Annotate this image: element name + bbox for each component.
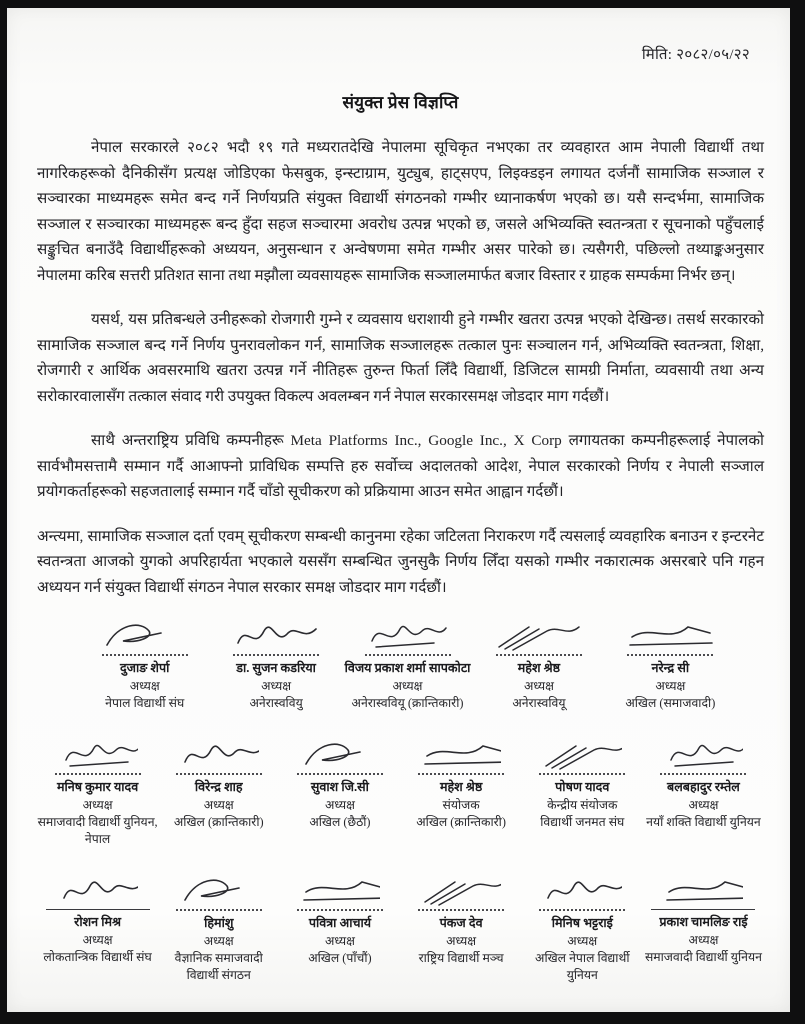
paragraph-2: यसर्थ, यस प्रतिबन्धले उनीहरूको रोजगारी गुम्ने र व्यवसाय धराशायी हुने गम्भीर खतरा उत्पन्न भएको देखिन्छ। तसर्थ सरकारको सामाजिक सञ्जाल बन्द गर्ने निर्णय पुनरावलोकन गर्न, सामाजिक सञ्जालहरू तत्काल पुनः सञ्चालन गर्न, अभिव्यक्ति स्वतन्त्रता, शिक्षा, रोजगारी र आर्थिक अवसरमाथि खतरा उत्पन्न गर्ने नीतिहरू तुरुन्त फिर्ता लिँदै विद्यार्थी, डिजिटल सामग्री निर्माता, व्यवसायी तथा अन्य सरोकारवालासँग तत्काल संवाद गरी उपयुक्त विकल्प अवलम्बन गर्न नेपाल सरकारसमक्ष जोडदार माग गर्दछौं।: [37, 311, 764, 405]
signatory-block: [522, 738, 643, 848]
signatory-org: समाजवादी विद्यार्थी युनियन: [644, 950, 762, 964]
signatory-role: अध्यक्ष: [203, 798, 234, 812]
signatory-role: अध्यक्ष: [82, 933, 113, 947]
signature-mark: [473, 619, 604, 653]
signatory-name: विजय प्रकाश शर्मा सापकोटा: [344, 661, 471, 675]
signatory-block: [37, 874, 158, 984]
signature-mark: [643, 874, 764, 908]
signatory-name: रोशन मिश्र: [74, 915, 121, 929]
signatory-org: अनेरास्ववियू (क्रान्तिकारी): [351, 696, 464, 710]
signatory-org: अखिल (क्रान्तिकारी): [416, 815, 506, 829]
signatory-role: अध्यक्ष: [688, 798, 719, 812]
document-body: [37, 135, 764, 600]
signatory-block: [643, 738, 764, 848]
signature-line: [418, 773, 504, 775]
document-content: [37, 36, 764, 1010]
signature-mark: [342, 619, 473, 653]
signatory-role: अध्यक्ष: [324, 798, 355, 812]
signature-line: [102, 654, 188, 656]
signatory-block: [79, 619, 210, 712]
signature-line: [55, 773, 141, 775]
signatory-role: अध्यक्ष: [324, 934, 355, 948]
signature-mark: [158, 874, 279, 908]
signatory-name: दुजाङ शेर्पा: [119, 661, 170, 675]
signature-mark: [401, 874, 522, 908]
page-title: संयुक्त प्रेस विज्ञप्ति: [342, 93, 459, 112]
signature-mark: [522, 738, 643, 772]
signature-line: [176, 773, 262, 775]
signatory-name: महेश श्रेष्ठ: [517, 661, 561, 675]
signatures-section: [37, 619, 764, 984]
signatory-role: अध्यक्ष: [688, 933, 719, 947]
signature-line: [233, 654, 319, 656]
signatory-org: वैज्ञानिक समाजवादी विद्यार्थी संगठन: [174, 951, 263, 982]
signature-line: [660, 773, 746, 775]
signatory-role: अध्यक्ष: [203, 934, 234, 948]
signatory-block: [401, 874, 522, 984]
paragraph-1: नेपाल सरकारले २०८२ भदौ १९ गते मध्यरातदेखि नेपालमा सूचिकृत नभएका तर व्यवहारत आम नेपाली विद्यार्थी तथा नागरिकहरूको दैनिकीसँग प्रत्यक्ष जोडिएका फेसबुक, इन्स्टाग्राम, युट्युब, हाट्सएप, लिइक्डइन लगायत दर्जनौं सामाजिक सञ्जाल र सञ्चारका माध्यमहरू समेत बन्द गर्ने निर्णयप्रति संयुक्त विद्यार्थी संगठनको गम्भीर ध्यानाकर्षण भएको छ। यसै सन्दर्भमा, सामाजिक सञ्जाल र सञ्चारका माध्यमहरू बन्द हुँदा सहज सञ्चारमा अवरोध उत्पन्न भएको छ, जसले अभिव्यक्ति स्वतन्त्रता र सूचनाको पहुँचलाई सङ्कुचित बनाउँदै विद्यार्थीहरूको अध्ययन, अनुसन्धान र अन्वेषणमा समेत गम्भीर असर पारेको छ। त्यसैगरी, पछिल्लो तथ्याङ्कअनुसार नेपालमा करिब सत्तरी प्रतिशत साना तथा मझौला व्यवसायहरू सामाजिक सञ्जालमार्फत बजार विस्तार र ग्राहक सम्पर्कमा निर्भर छन्।: [37, 139, 764, 284]
paragraph-4: अन्त्यमा, सामाजिक सञ्जाल दर्ता एवम् सूचीकरण सम्बन्धी कानुनमा रहेका जटिलता निराकरण गर्दै त्यसलाई व्यवहारिक बनाउन र इन्टरनेट स्वतन्त्रता आजको युगको अपरिहार्यता भएकाले यससँग सम्बन्धित जुनसुकै निर्णय लिँदा यसको गम्भीर नकारात्मक असरबारे पनि गहन अध्ययन गर्न संयुक्त विद्यार्थी संगठन नेपाल सरकार समक्ष जोडदार माग गर्दछौं।: [37, 527, 764, 596]
signatory-name: पंकज देव: [439, 916, 483, 930]
signatory-role: अध्यक्ष: [523, 679, 554, 693]
signatory-role: अध्यक्ष: [82, 798, 113, 812]
signatory-name: पोषण यादव: [555, 780, 610, 794]
signature-mark: [158, 738, 279, 772]
signatory-block: [158, 738, 279, 848]
signature-line: [496, 654, 582, 656]
signatory-role: अध्यक्ष: [446, 934, 477, 948]
signature-line: [176, 909, 262, 911]
signature-line: [297, 909, 383, 911]
signatory-org: अखिल (समाजवादी): [625, 696, 716, 710]
signature-line: [418, 909, 504, 911]
signatory-role: अध्यक्ष: [261, 679, 292, 693]
signatory-block: [342, 619, 473, 712]
signatory-block: [279, 738, 400, 848]
signatory-role: अध्यक्ष: [655, 679, 686, 693]
signatory-block: [605, 619, 736, 712]
signature-mark: [643, 738, 764, 772]
signatory-block: [643, 874, 764, 984]
signature-mark: [37, 738, 158, 772]
signatory-org: अखिल (पाँचौं): [308, 951, 372, 965]
signatory-org: राष्ट्रिय विद्यार्थी मञ्च: [418, 951, 504, 965]
signatory-role: अध्यक्ष: [567, 934, 598, 948]
signatory-block: [210, 619, 341, 712]
signatory-block: [401, 738, 522, 848]
signatory-name: महेश श्रेष्ठ: [439, 780, 483, 794]
signature-line: [46, 909, 150, 910]
signatory-block: [37, 738, 158, 848]
signature-line: [539, 909, 625, 911]
signatory-name: प्रकाश चामलिङ राई: [659, 915, 748, 929]
signature-line: [539, 773, 625, 775]
signatory-org: अखिल (छैठौं): [309, 815, 371, 829]
signature-line: [365, 654, 451, 656]
signatory-role: अध्यक्ष: [392, 679, 423, 693]
signatory-block: [158, 874, 279, 984]
signatory-org: नेपाल विद्यार्थी संघ: [105, 696, 185, 710]
signature-line: [297, 773, 383, 775]
document-page: [7, 8, 790, 1012]
signatory-org: समाजवादी विद्यार्थी युनियन, नेपाल: [37, 815, 158, 846]
signatory-org: अखिल (क्रान्तिकारी): [173, 815, 264, 829]
signature-mark: [522, 874, 643, 908]
signatory-org: अखिल नेपाल विद्यार्थी युनियन: [535, 951, 630, 982]
signatory-org: विद्यार्थी जनमत संघ: [540, 815, 625, 829]
signature-mark: [210, 619, 341, 653]
signature-row-1: [37, 619, 764, 712]
signatory-name: नरेन्द्र सी: [651, 661, 690, 675]
signatory-name: पवित्रा आचार्य: [308, 916, 372, 930]
signatory-block: [279, 874, 400, 984]
signature-mark: [605, 619, 736, 653]
signature-line: [627, 654, 713, 656]
signatory-role: अध्यक्ष: [129, 679, 160, 693]
signature-row-2: [37, 738, 764, 848]
signatory-block: [522, 874, 643, 984]
signature-row-3: [37, 874, 764, 984]
signatory-role: संयोजक: [442, 798, 480, 812]
signatory-name: हिमांशु: [204, 916, 234, 930]
signature-mark: [279, 874, 400, 908]
document-date: मिति: २०८२/०५/२२: [641, 47, 750, 63]
signatory-name: डा. सुजन कडरिया: [236, 661, 316, 675]
signatory-org: लोकतान्त्रिक विद्यार्थी संघ: [43, 950, 152, 964]
signatory-role: केन्द्रीय संयोजक: [547, 798, 618, 812]
signatory-name: सुवाश जि.सी: [310, 780, 369, 794]
signatory-name: बलबहादुर रम्तेल: [667, 780, 740, 794]
signatory-name: मनिष कुमार यादव: [56, 780, 139, 794]
signature-mark: [401, 738, 522, 772]
signature-mark: [79, 619, 210, 653]
paragraph-3: साथै अन्तराष्ट्रिय प्रविधि कम्पनीहरू Meta Platforms Inc., Google Inc., X Corp लगायतका कम्पनीहरूलाई नेपालको सार्वभौमसत्तामै सम्मान गर्दै आआफ्नो प्राविधिक सम्पत्ति हरु सर्वोच्च अदालतको आदेश, नेपाल सरकारको निर्णय र नेपाली सञ्जाल प्रयोगकर्ताहरूको सहजतालाई सम्मान गर्दै चाँडो सूचीकरण को प्रक्रियामा आउन समेत आह्वान गर्दछौं।: [37, 432, 764, 500]
signatory-name: विरेन्द्र शाह: [194, 780, 243, 794]
signature-mark: [37, 874, 158, 908]
signatory-org: अनेरास्ववियु: [249, 696, 303, 710]
signature-mark: [279, 738, 400, 772]
signatory-name: मिनिष भट्टराई: [551, 916, 613, 930]
signatory-org: अनेरास्ववियू: [512, 696, 566, 710]
signature-line: [651, 909, 755, 910]
signatory-block: [473, 619, 604, 712]
signatory-org: नयाँ शक्ति विद्यार्थी युनियन: [646, 815, 761, 829]
